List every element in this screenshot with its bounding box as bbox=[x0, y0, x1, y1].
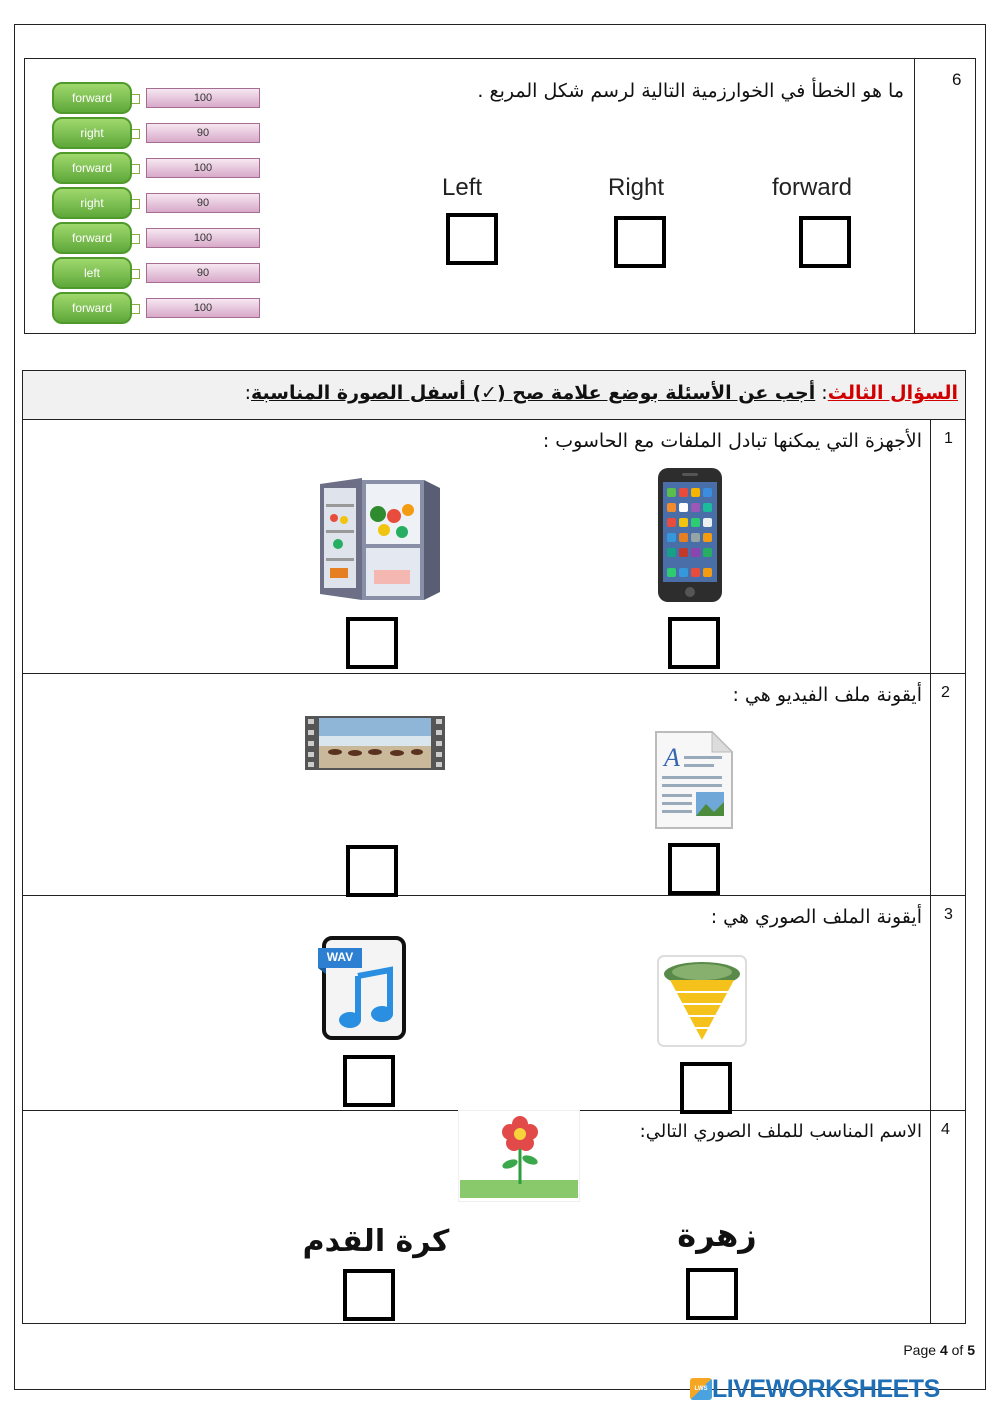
block-connector bbox=[132, 199, 140, 209]
block-value: 90 bbox=[146, 263, 260, 283]
q6-checkbox-left[interactable] bbox=[446, 213, 498, 265]
block-command: forward bbox=[52, 292, 132, 324]
q4-option-flower: زهرة bbox=[677, 1216, 757, 1254]
block-value: 100 bbox=[146, 88, 260, 108]
code-block bbox=[52, 117, 264, 151]
page-number: 4 bbox=[939, 1342, 948, 1358]
document-icon-image bbox=[650, 728, 736, 832]
q2-number: 2 bbox=[941, 684, 950, 701]
q1-checkbox-phone[interactable] bbox=[668, 617, 720, 669]
section3-title: السؤال الثالث bbox=[827, 382, 958, 404]
brand-name: LIVEWORKSHEETS bbox=[712, 1375, 940, 1403]
row-divider bbox=[22, 895, 966, 896]
block-value: 100 bbox=[146, 298, 260, 318]
q6-option-forward-label: forward bbox=[772, 174, 853, 201]
block-connector bbox=[132, 164, 140, 174]
q3-checkbox-image-file[interactable] bbox=[680, 1062, 732, 1114]
q6-checkbox-forward[interactable] bbox=[799, 216, 851, 268]
q6-option-left-label: Left bbox=[442, 174, 483, 201]
block-connector bbox=[132, 129, 140, 139]
block-connector bbox=[132, 304, 140, 314]
q2-text: أيقونة ملف الفيديو هي : bbox=[732, 684, 922, 706]
block-value: 90 bbox=[146, 123, 260, 143]
code-block bbox=[52, 292, 264, 326]
row-divider bbox=[22, 673, 966, 674]
q4-checkbox-football[interactable] bbox=[343, 1269, 395, 1321]
video-file-image bbox=[305, 716, 445, 770]
wav-label: WAV bbox=[326, 950, 354, 964]
block-command: right bbox=[52, 117, 132, 149]
q6-option-right-label: Right bbox=[608, 174, 665, 201]
q6-checkbox-right[interactable] bbox=[614, 216, 666, 268]
flower-drawing-image bbox=[458, 1110, 580, 1202]
image-file-icon-image bbox=[656, 954, 748, 1048]
smartphone-image bbox=[654, 466, 726, 604]
q4-number: 4 bbox=[941, 1121, 950, 1138]
refrigerator-image bbox=[314, 474, 444, 604]
q6-number: 6 bbox=[952, 70, 962, 89]
block-command: forward bbox=[52, 82, 132, 114]
page-prefix: Page bbox=[903, 1342, 940, 1358]
section3-title-line bbox=[245, 382, 958, 404]
q2-checkbox-document[interactable] bbox=[668, 843, 720, 895]
page-total: 5 bbox=[967, 1342, 975, 1358]
block-connector bbox=[132, 94, 140, 104]
q4-option-football: كرة القدم bbox=[302, 1224, 450, 1259]
liveworksheets-logo bbox=[690, 1375, 990, 1405]
block-command: forward bbox=[52, 222, 132, 254]
q1-number: 1 bbox=[944, 430, 953, 447]
q3-text: أيقونة الملف الصوري هي : bbox=[710, 906, 922, 928]
number-column-divider bbox=[930, 419, 931, 1324]
block-value: 90 bbox=[146, 193, 260, 213]
code-block bbox=[52, 187, 264, 221]
lws-logo-letters: LWS bbox=[694, 1386, 708, 1392]
code-block bbox=[52, 152, 264, 186]
block-command: forward bbox=[52, 152, 132, 184]
q4-checkbox-flower[interactable] bbox=[686, 1268, 738, 1320]
block-command: right bbox=[52, 187, 132, 219]
svg-text:A: A bbox=[664, 743, 680, 772]
q4-text: الاسم المناسب للملف الصوري التالي: bbox=[639, 1121, 922, 1142]
section3-colon: : bbox=[821, 382, 828, 404]
section3-end: : bbox=[244, 382, 252, 404]
block-command: left bbox=[52, 257, 132, 289]
page-counter bbox=[903, 1342, 975, 1358]
q6-question: ما هو الخطأ في الخوارزمية التالية لرسم شكل المربع . bbox=[477, 80, 904, 102]
lws-logo-icon bbox=[690, 1378, 712, 1400]
code-block bbox=[52, 257, 264, 291]
block-value: 100 bbox=[146, 158, 260, 178]
q3-checkbox-wav[interactable] bbox=[343, 1055, 395, 1107]
section3-instruction: أجب عن الأسئلة بوضع علامة صح (✓) أسفل الصورة المناسبة bbox=[251, 382, 816, 404]
block-connector bbox=[132, 269, 140, 279]
q1-text: الأجهزة التي يمكنها تبادل الملفات مع الحاسوب : bbox=[542, 430, 922, 452]
page-of: of bbox=[947, 1342, 968, 1358]
q3-number: 3 bbox=[944, 906, 953, 923]
block-value: 100 bbox=[146, 228, 260, 248]
code-block bbox=[52, 222, 264, 256]
code-block bbox=[52, 82, 264, 116]
q1-checkbox-fridge[interactable] bbox=[346, 617, 398, 669]
q2-checkbox-video[interactable] bbox=[346, 845, 398, 897]
block-connector bbox=[132, 234, 140, 244]
q6-number-divider bbox=[914, 58, 915, 334]
